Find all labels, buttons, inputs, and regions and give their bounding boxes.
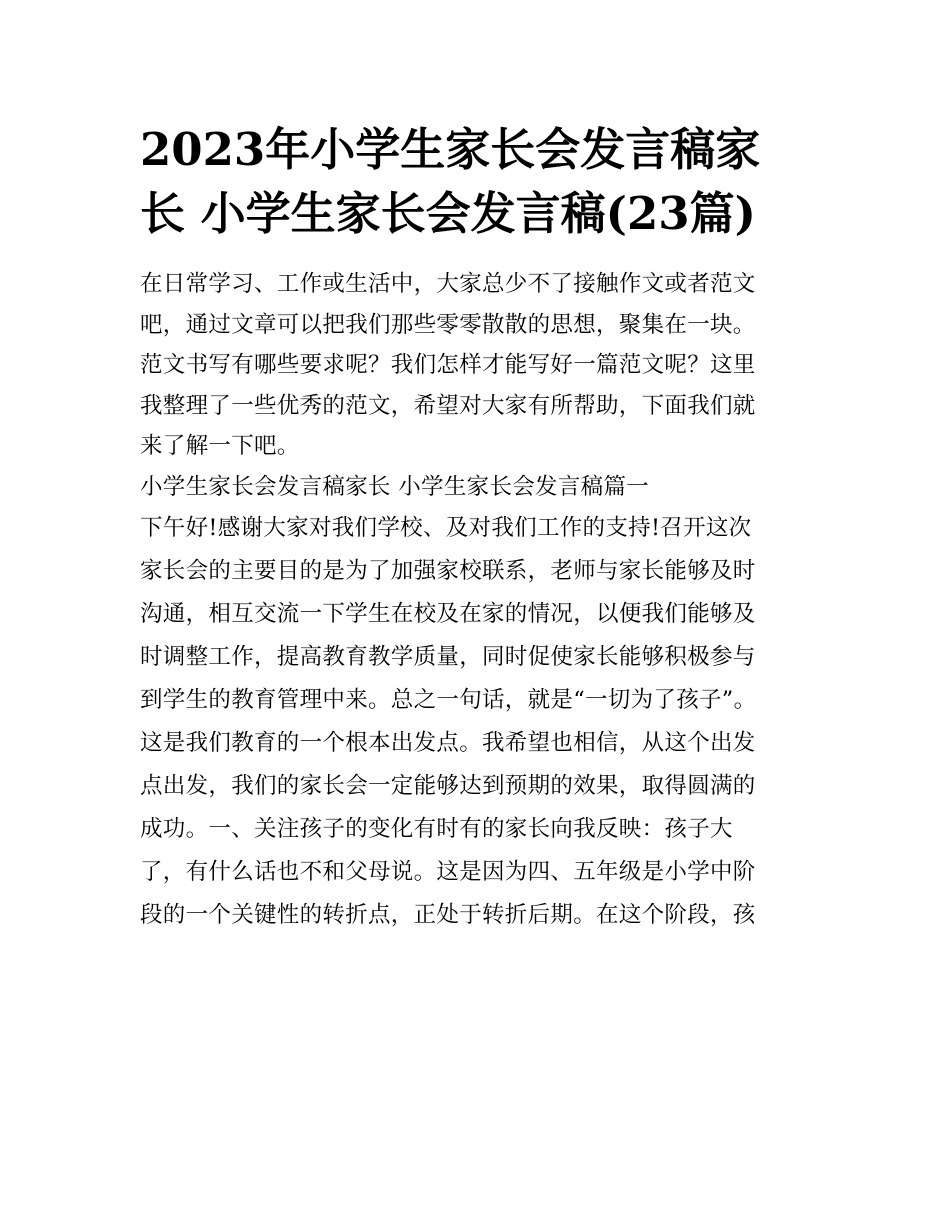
- intro-paragraph: [140, 264, 812, 467]
- body-line: 段的一个关键性的转折点，正处于转折后期。在这个阶段，孩: [140, 901, 756, 928]
- intro-line: 我整理了一些优秀的范文，希望对大家有所帮助，下面我们就: [140, 392, 756, 419]
- intro-line: 吧，通过文章可以把我们那些零零散散的思想，聚集在一块。: [140, 311, 756, 338]
- body-line: 时调整工作，提高教育教学质量，同时促使家长能够积极参与: [140, 643, 756, 670]
- body-line: 到学生的教育管理中来。总之一句话，就是“一切为了孩子”。: [140, 686, 757, 713]
- title-line: 2023年小学生家长会发言稿家: [140, 123, 761, 176]
- intro-line: 来了解一下吧。: [140, 433, 300, 459]
- body-line: 下午好!感谢大家对我们学校、及对我们工作的支持!召开这次: [140, 514, 752, 541]
- body-line: 沟通，相互交流一下学生在校及在家的情况，以便我们能够及: [140, 600, 756, 627]
- body-line: 这是我们教育的一个根本出发点。我希望也相信，从这个出发: [140, 729, 756, 756]
- body-line: 成功。一、关注孩子的变化有时有的家长向我反映：孩子大: [140, 815, 733, 842]
- section-heading: 小学生家长会发言稿家长 小学生家长会发言稿篇一: [140, 473, 650, 500]
- title-line: 长 小学生家长会发言稿(23篇): [140, 187, 756, 240]
- document-title: [140, 118, 812, 246]
- body-line: 了，有什么话也不和父母说。这是因为四、五年级是小学中阶: [140, 858, 756, 885]
- body-line: 家长会的主要目的是为了加强家校联系，老师与家长能够及时: [140, 557, 756, 584]
- intro-line: 在日常学习、工作或生活中，大家总少不了接触作文或者范文: [140, 271, 756, 297]
- intro-line: 范文书写有哪些要求呢？我们怎样才能写好一篇范文呢？这里: [140, 352, 756, 378]
- body-line: 点出发，我们的家长会一定能够达到预期的效果，取得圆满的: [140, 772, 756, 799]
- body-paragraph: [140, 507, 812, 937]
- document-page: [140, 118, 812, 937]
